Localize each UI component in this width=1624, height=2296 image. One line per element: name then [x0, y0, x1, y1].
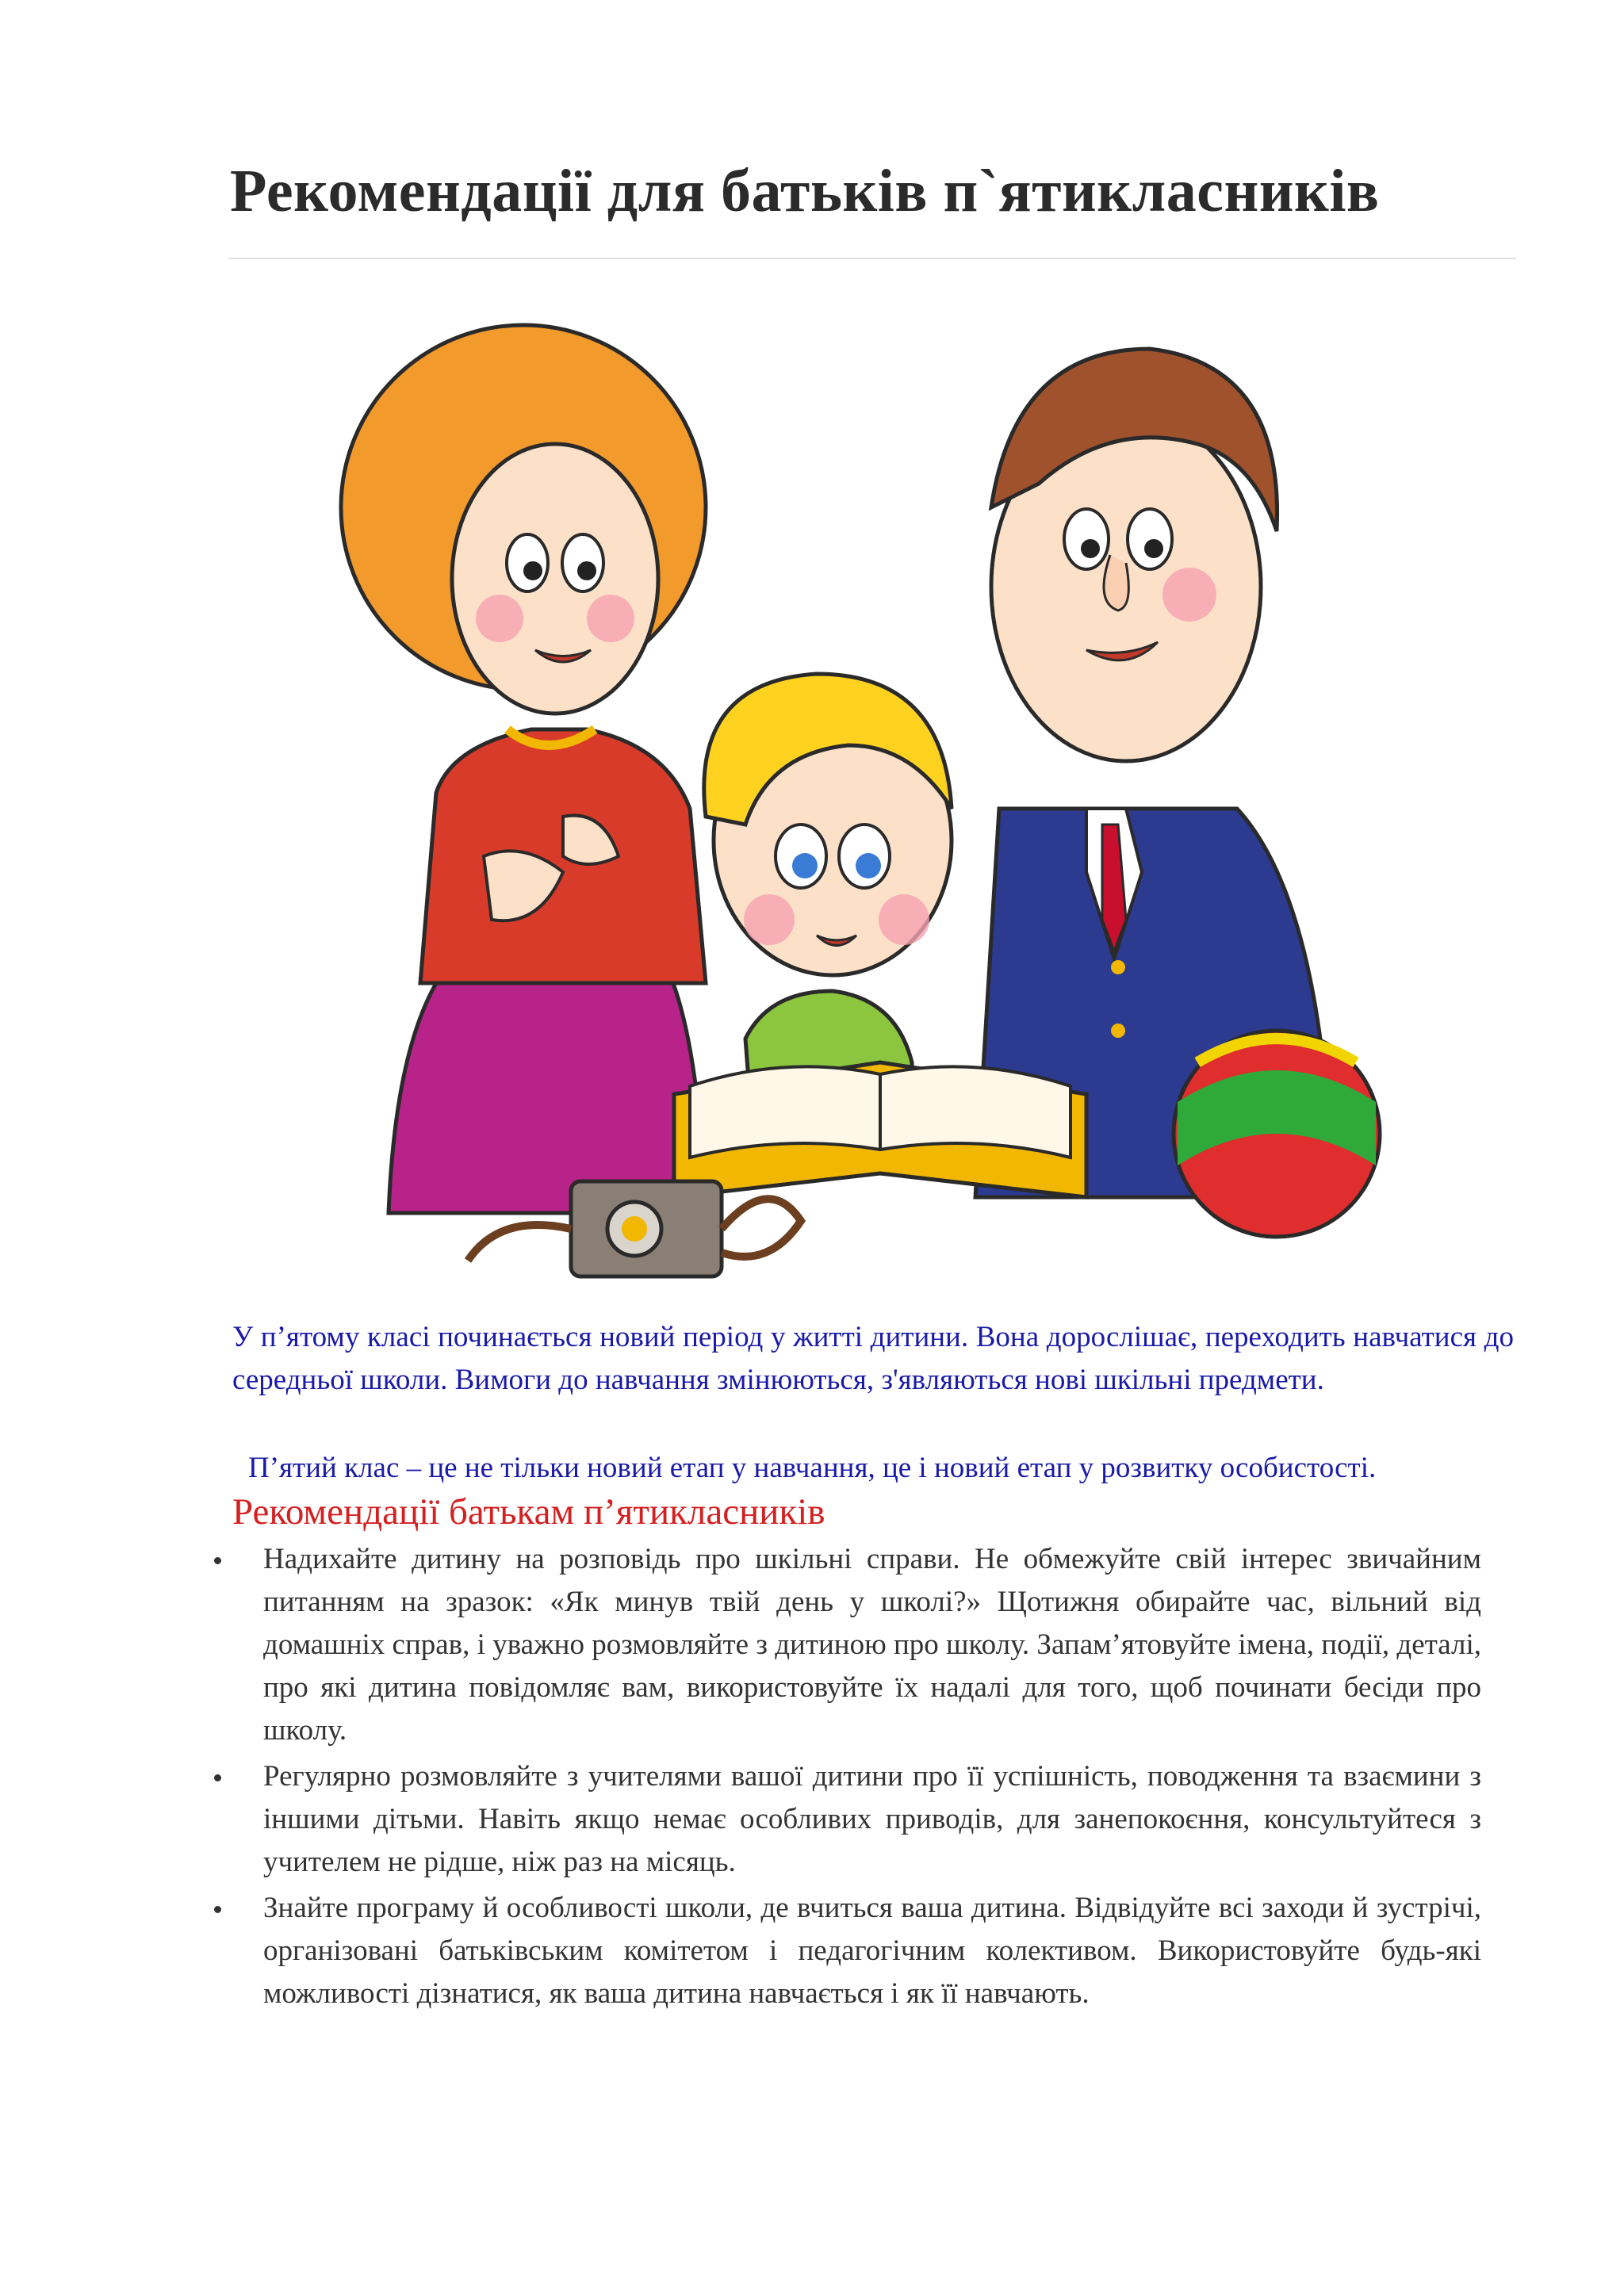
list-item	[263, 1538, 1481, 1752]
list-item-text: Регулярно розмовляйте з учителями вашої дитини про її успішність, поводження та взаємини з іншими дітьми. Навіть якщо немає особливих приводів, для занепокоєння, консультуйтеся з учителем не рідше, ніж раз на місяць.	[263, 1760, 1481, 1878]
bullet-icon	[214, 1906, 221, 1913]
family-reading-illustration	[325, 301, 1419, 1300]
open-book	[674, 1062, 1086, 1197]
recommendations-heading: Рекомендації батькам п’ятикласників	[232, 1491, 825, 1533]
ball	[1174, 1031, 1380, 1237]
intro-paragraph-2: П’ятий клас – це не тільки новий етап у навчання, це і новий етап у розвитку особистості.	[248, 1452, 1377, 1484]
title-divider	[228, 258, 1516, 259]
list-item-text: Надихайте дитину на розповідь про шкільні справи. Не обмежуйте свій інтерес звичайним питанням на зразок: «Як минув твій день у школі?» Щотижня обирайте час, вільний від домашніх справ, і уважно розмовляйте з дитиною про школу. Запам’ятовуйте імена, події, деталі, про які дитина повідомляє вам, використовуйте їх надалі для того, щоб починати бесіди про школу.	[263, 1543, 1481, 1747]
intro-paragraph: У п’ятому класі починається новий період у житті дитини. Вона дорослішає, переходить навчатися до середньої школи. Вимоги до навчання змінюються, з'являються нові шкільні предмети.	[232, 1321, 1514, 1396]
recommendations-list	[263, 1538, 1481, 2019]
bullet-icon	[214, 1557, 221, 1564]
page-title: Рекомендації для батьків п`ятикласників	[230, 158, 1380, 224]
list-item	[263, 1887, 1481, 2015]
list-item	[263, 1755, 1481, 1884]
bullet-icon	[214, 1774, 221, 1781]
list-item-text: Знайте програму й особливості школи, де вчиться ваша дитина. Відвідуйте всі заходи й зустрічі, організовані батьківським комітетом і педагогічним колективом. Використовуйте будь-які можливості дізнатися, як ваша дитина навчається і як її навчають.	[263, 1892, 1481, 2010]
mother-figure	[341, 325, 706, 1213]
